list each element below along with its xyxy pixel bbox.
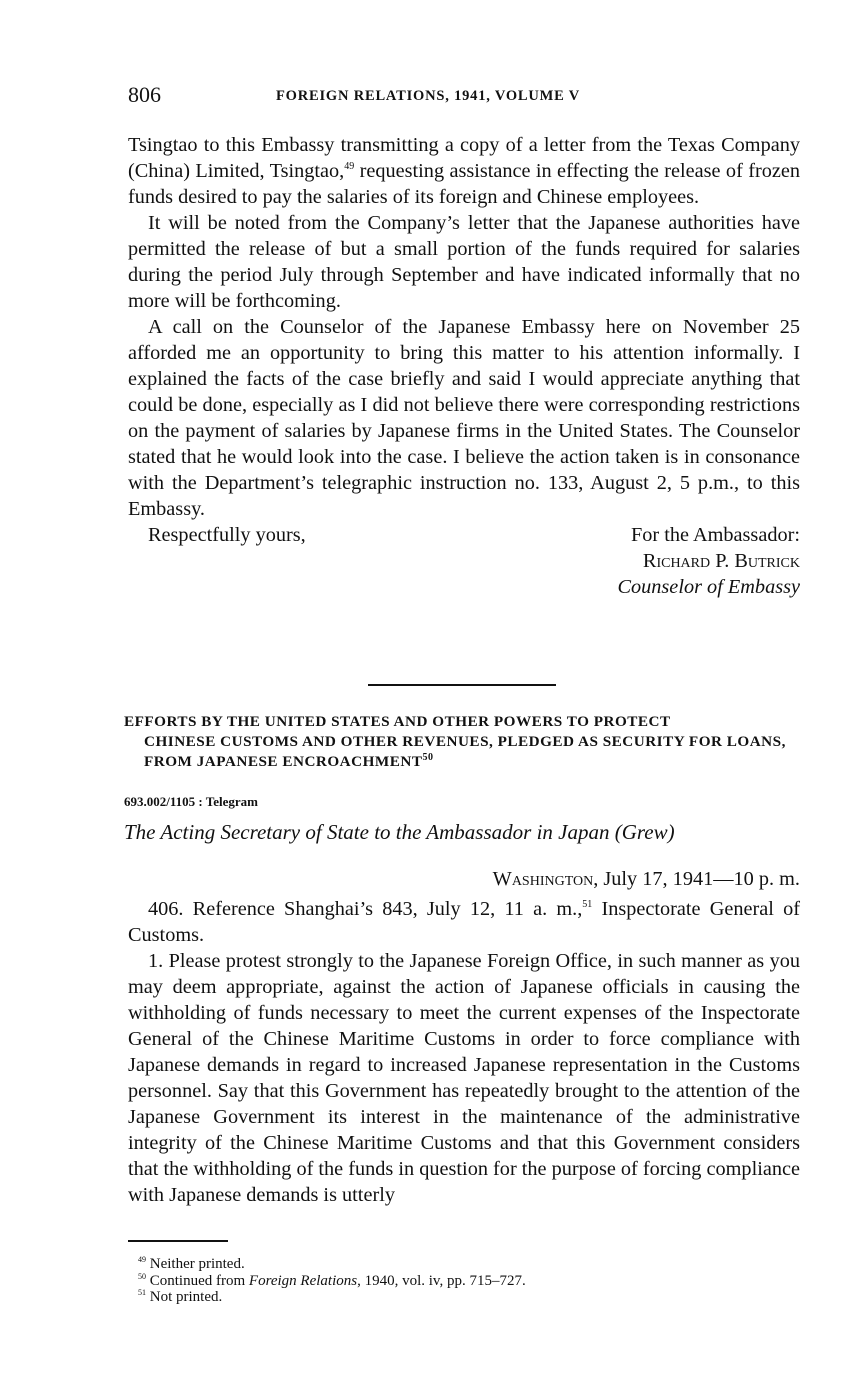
- footnote-divider: [128, 1240, 228, 1242]
- signer-title: Counselor of Embassy: [617, 576, 800, 598]
- page-number: 806: [128, 82, 161, 107]
- document-title: The Acting Secretary of State to the Ambassador in Japan (Grew): [124, 820, 675, 844]
- footnotes: [138, 1256, 526, 1306]
- closing-row: [128, 522, 800, 548]
- telegram-paragraph-1: 1. Please protest strongly to the Japanese Foreign Office, in such manner as you may deem appropriate, against the action of Japanese officials in causing the withholding of funds necessary to meet the current expenses of the Inspectorate General of the Chinese Maritime Customs in order to force compliance with Japanese demands in regard to increased Japanese representation in the Customs personnel. Say that this Government has repeatedly brought to the attention of the Japanese Government its interest in the maintenance of the administrative integrity of the Chinese Maritime Customs and that this Government considers that the withholding of the funds in question for the purpose of forcing compliance with Japanese demands is utterly: [128, 950, 800, 1206]
- footnote-51: $^{51}$ Not printed.: [138, 1288, 223, 1305]
- letter-body: [128, 132, 800, 600]
- recipient-name: Grew: [621, 820, 668, 844]
- dateline: Washington, July 17, 1941—10 p. m.: [492, 868, 800, 890]
- letter-paragraph-1: Tsingtao to this Embassy transmitting a copy of a letter from the Texas Company (China) Limited, Tsingtao,$^{49}$ requesting assistance in effecting the release of frozen funds desired to pay the salaries of its foreign and Chinese employees.: [128, 134, 800, 208]
- for-ambassador: For the Ambassador:: [631, 524, 800, 546]
- dateline-place: Washington: [492, 868, 594, 890]
- footnote-49: $^{49}$ Neither printed.: [138, 1255, 245, 1272]
- section-divider: [368, 684, 556, 686]
- footnote-ref-50: 50: [422, 751, 434, 763]
- telegram-paragraph-406: 406. Reference Shanghai’s 843, July 12, 11 a. m.,$^{51}$ Inspectorate General of Customs.: [128, 898, 800, 946]
- closing: Respectfully yours,: [148, 524, 306, 546]
- telegram-body: [128, 896, 800, 1208]
- footnote-ref-49: 49: [344, 161, 355, 173]
- running-header: [128, 82, 800, 112]
- signer-name: Richard P. Butrick: [642, 550, 800, 572]
- letter-paragraph-3: A call on the Counselor of the Japanese Embassy here on November 25 afforded me an opportunity to bring this matter to his attention informally. I explained the facts of the case briefly and said I would appreciate anything that could be done, especially as I did not believe there were corresponding restrictions on the payment of salaries by Japanese firms in the United States. The Counselor stated that he would look into the case. I believe the action taken is in consonance with the Department’s telegraphic instruction no. 133, August 2, 5 p.m., to this Embassy.: [128, 316, 800, 520]
- letter-paragraph-2: It will be noted from the Company’s letter that the Japanese authorities have permitted the release of but a small portion of the funds required for salaries during the period July through September and have indicated informally that no more will be forthcoming.: [128, 212, 800, 312]
- running-title: FOREIGN RELATIONS, 1941, VOLUME V: [276, 88, 581, 104]
- footnote-50: $^{50}$ Continued from Foreign Relations, 1940, vol. iv, pp. 715–727.: [138, 1271, 526, 1289]
- heading-continuation: CHINESE CUSTOMS AND OTHER REVENUES, PLEDGED AS SECURITY FOR LOANS, FROM JAPANESE ENCROACHMENT$^{50}$: [144, 733, 786, 770]
- file-reference: 693.002/1105 : Telegram: [124, 794, 258, 809]
- section-heading: [124, 712, 802, 772]
- heading-line-1: EFFORTS BY THE UNITED STATES AND OTHER POWERS TO PROTECT: [124, 713, 671, 730]
- footnote-ref-51: 51: [582, 899, 593, 911]
